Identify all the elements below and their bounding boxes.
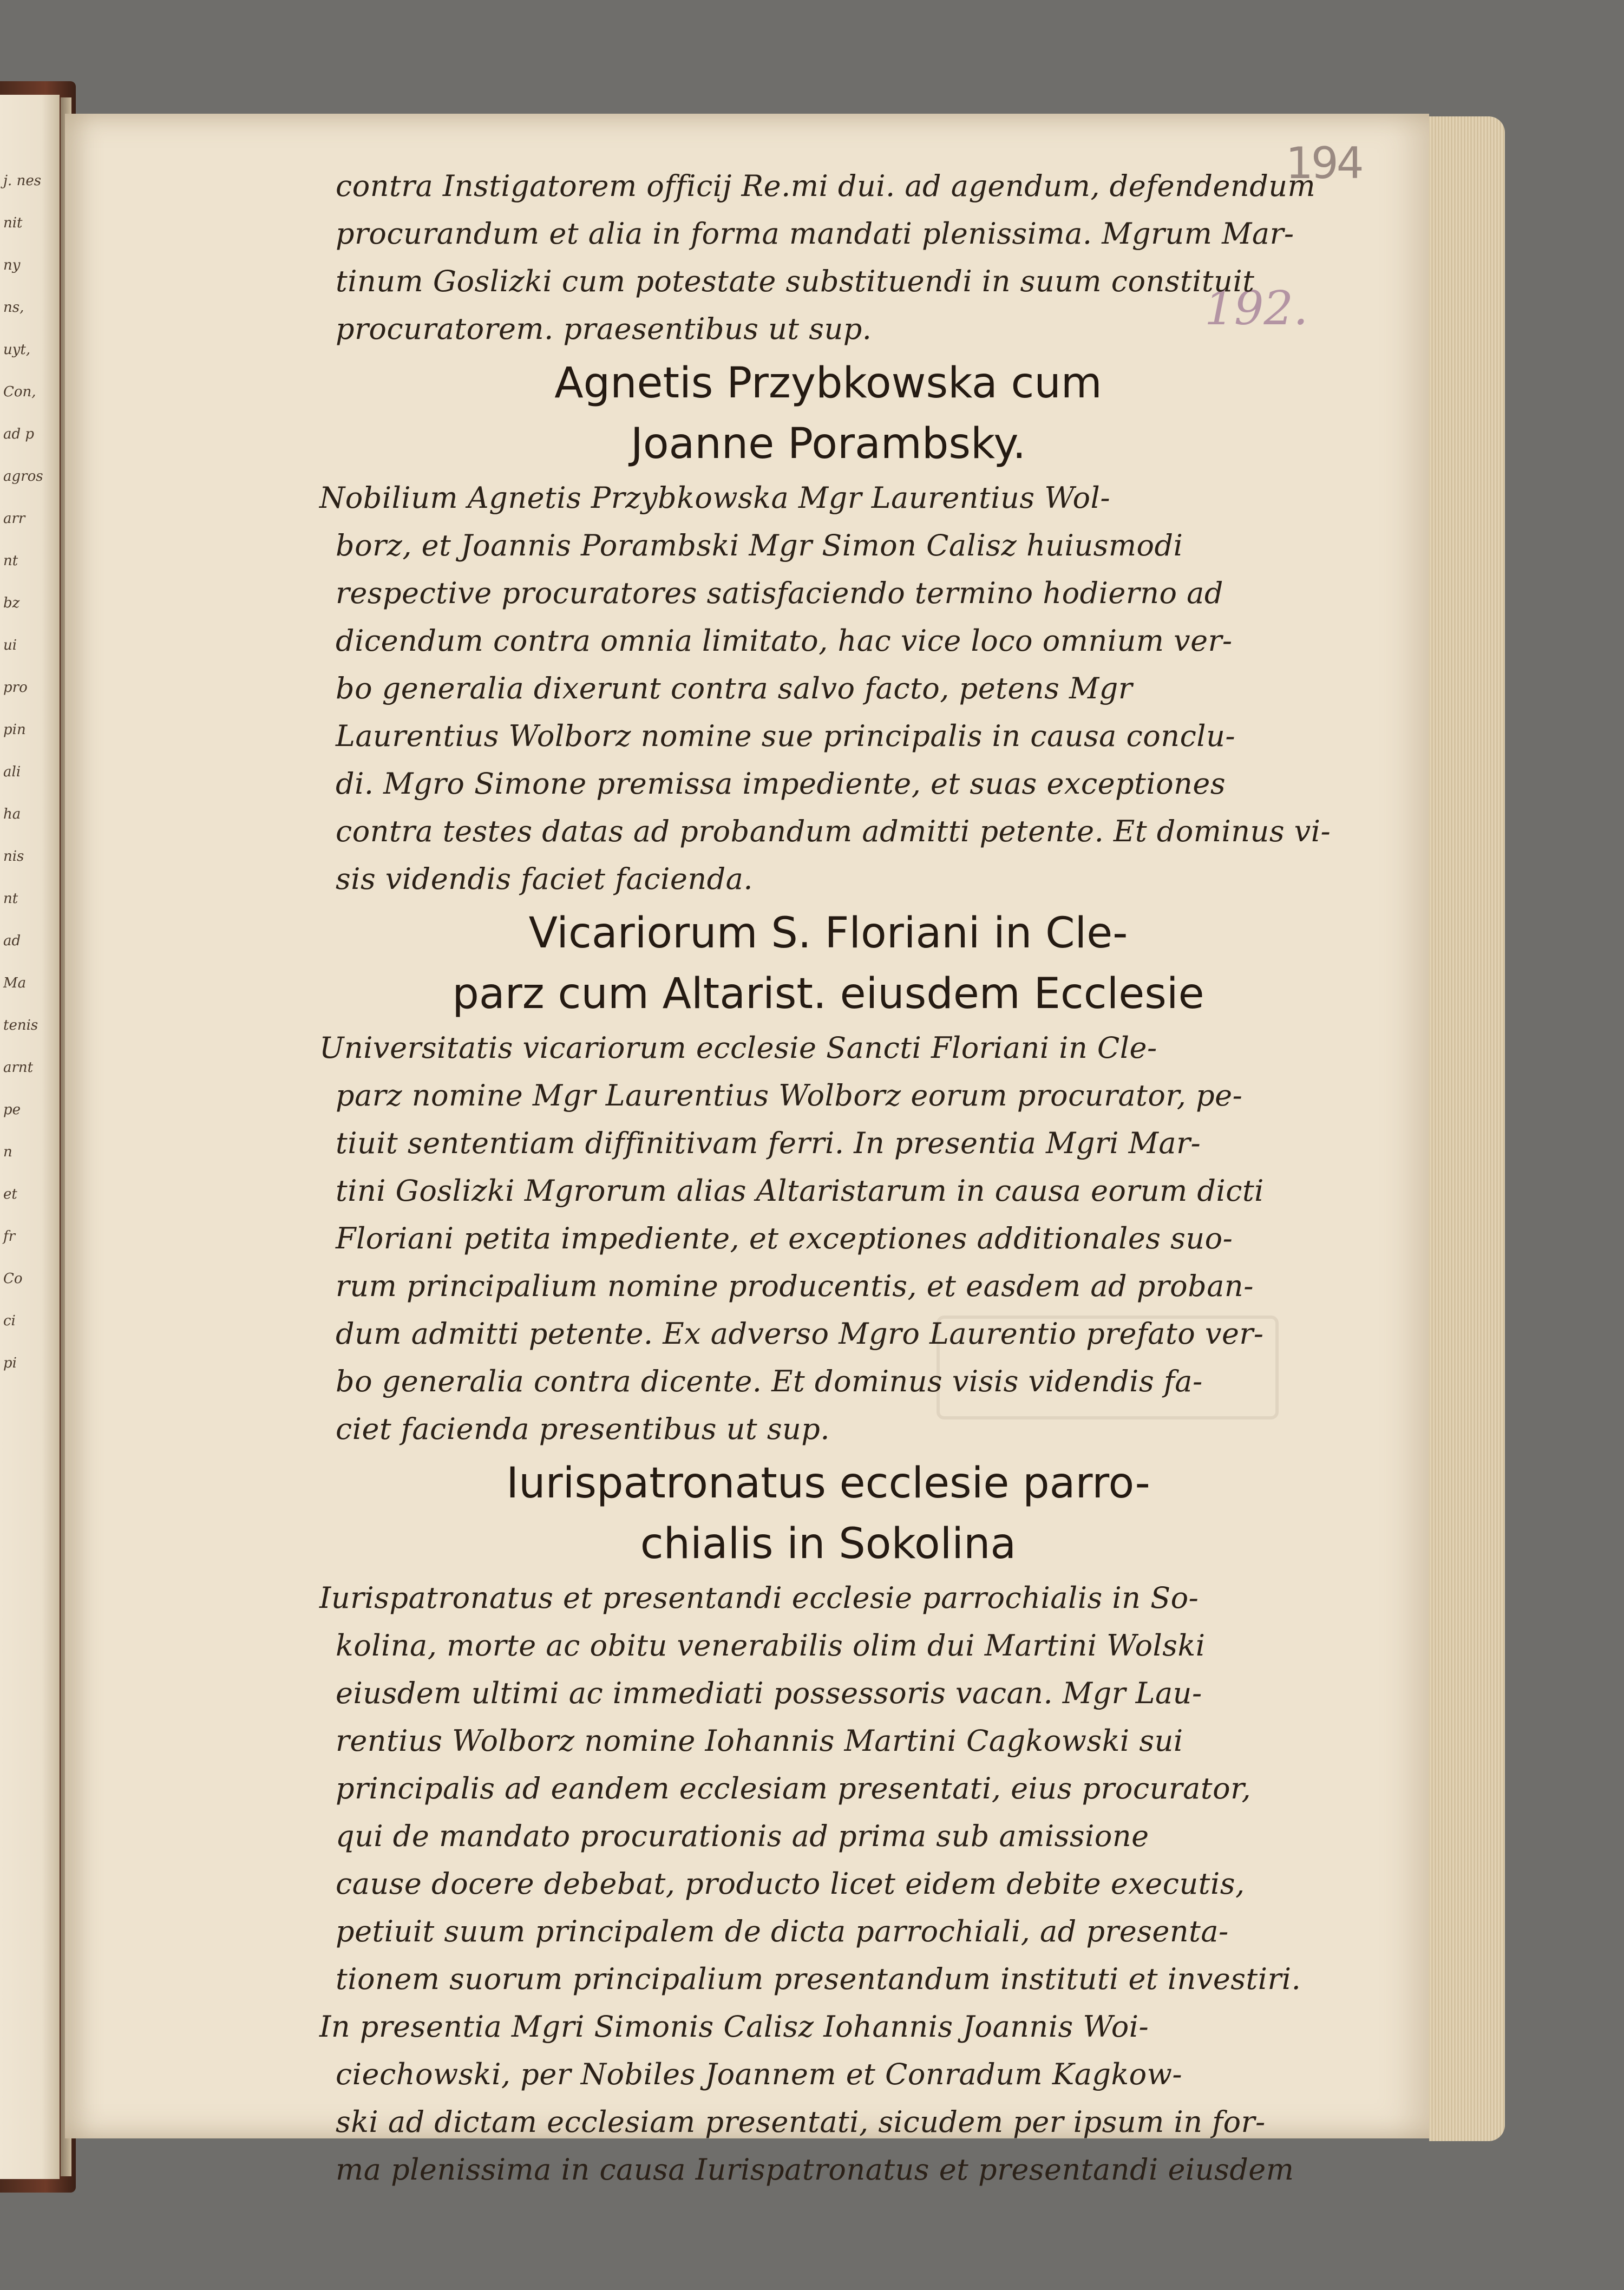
text-line: ski ad dictam ecclesiam presentati, sicudem per ipsum in for- (336, 2105, 1266, 2139)
text-line: dum admitti petente. Ex adverso Mgro Laurentio prefato ver- (336, 1317, 1264, 1351)
margin-fragment: agros (3, 468, 43, 485)
text-line: contra Instigatorem officij Re.mi dui. ad agendum, defendendum (336, 169, 1316, 203)
margin-fragment: fr (3, 1228, 16, 1245)
margin-fragment: ali (3, 764, 21, 780)
page-stack-edge (1429, 116, 1505, 2141)
margin-fragment: n (3, 1144, 12, 1160)
margin-fragment: pi (3, 1355, 17, 1371)
text-line: kolina, morte ac obitu venerabilis olim dui Martini Wolski (336, 1628, 1206, 1663)
margin-fragment: ad (3, 933, 21, 949)
text-line: tini Goslizki Mgrorum alias Altaristarum in causa eorum dicti (336, 1174, 1264, 1208)
margin-fragment: nt (3, 553, 18, 569)
margin-fragment: nit (3, 215, 23, 231)
text-line: Iurispatronatus et presentandi ecclesie parrochialis in So- (319, 1581, 1199, 1615)
text-line: ciechowski, per Nobiles Joannem et Conradum Kagkow- (336, 2057, 1183, 2091)
text-line: Universitatis vicariorum ecclesie Sancti Floriani in Cle- (319, 1031, 1157, 1065)
margin-fragment: Ma (3, 975, 27, 991)
text-line: procuratorem. praesentibus ut sup. (336, 312, 872, 346)
text-line: di. Mgro Simone premissa impediente, et suas exceptiones (336, 767, 1226, 801)
old-folio-number: 192. (1204, 282, 1308, 336)
folio-number: 194 (1286, 138, 1362, 188)
entry-heading: Joanne Porambsky. (630, 420, 1026, 468)
text-line: contra testes datas ad probandum admitti petente. Et dominus vi- (336, 814, 1331, 848)
margin-fragment: ny (3, 257, 21, 273)
margin-fragment: ui (3, 637, 17, 653)
text-line: ciet facienda presentibus ut sup. (336, 1412, 830, 1446)
margin-fragment: ad p (3, 426, 35, 442)
text-line: rum principalium nomine producentis, et easdem ad proban- (336, 1269, 1254, 1303)
margin-fragment: ha (3, 806, 21, 822)
text-line: parz nomine Mgr Laurentius Wolborz eorum procurator, pe- (336, 1078, 1243, 1113)
margin-fragment: arnt (3, 1059, 34, 1076)
manuscript-text (319, 162, 1331, 2194)
margin-fragment: pro (3, 679, 28, 696)
entry-heading: Vicariorum S. Floriani in Cle- (528, 909, 1128, 958)
text-line: cause docere debebat, producto licet eidem debite executis, (336, 1867, 1245, 1901)
margin-fragment: j. nes (3, 173, 42, 189)
text-line: petiuit suum principalem de dicta parrochiali, ad presenta- (336, 1914, 1229, 1948)
entry-heading: Agnetis Przybkowska cum (554, 359, 1102, 408)
margin-fragment: nis (3, 848, 24, 865)
text-line: Laurentius Wolborz nomine sue principalis in causa conclu- (336, 719, 1236, 753)
margin-fragment: Co (3, 1271, 23, 1287)
text-line: tiuit sententiam diffinitivam ferri. In presentia Mgri Mar- (336, 1126, 1201, 1160)
margin-fragment: uyt, (3, 342, 31, 358)
margin-fragment: pin (3, 722, 26, 738)
text-line: dicendum contra omnia limitato, hac vice loco omnium ver- (336, 624, 1233, 658)
facing-page-margin-text (3, 160, 57, 1384)
facing-page-edge (0, 95, 60, 2179)
text-line: principalis ad eandem ecclesiam presentati, eius procurator, (336, 1771, 1252, 1805)
text-line: eiusdem ultimi ac immediati possessoris vacan. Mgr Lau- (336, 1676, 1202, 1710)
text-line: bo generalia dixerunt contra salvo facto, petens Mgr (336, 671, 1133, 705)
margin-fragment: tenis (3, 1017, 38, 1033)
margin-fragment: Con, (3, 384, 36, 400)
margin-fragment: arr (3, 511, 25, 527)
margin-fragment: bz (3, 595, 20, 611)
margin-fragment: ns, (3, 299, 24, 316)
text-line: bo generalia contra dicente. Et dominus visis videndis fa- (336, 1364, 1203, 1398)
text-line: respective procuratores satisfaciendo termino hodierno ad (336, 576, 1223, 610)
margin-fragment: ci (3, 1313, 16, 1329)
text-line: In presentia Mgri Simonis Calisz Iohannis Joannis Woi- (319, 2010, 1149, 2044)
entry-heading: chialis in Sokolina (640, 1520, 1017, 1568)
text-line: rentius Wolborz nomine Iohannis Martini Cagkowski sui (336, 1724, 1183, 1758)
text-line: Floriani petita impediente, et exceptiones additionales suo- (336, 1221, 1233, 1255)
text-line: qui de mandato procurationis ad prima sub amissione (336, 1819, 1149, 1853)
entry-heading: parz cum Altarist. eiusdem Ecclesie (452, 970, 1204, 1018)
text-line: Nobilium Agnetis Przybkowska Mgr Laurentius Wol- (319, 481, 1111, 515)
text-line: procurandum et alia in forma mandati plenissima. Mgrum Mar- (336, 217, 1294, 251)
text-line: sis videndis faciet facienda. (336, 862, 754, 896)
margin-fragment: pe (3, 1102, 21, 1118)
text-line: tinum Goslizki cum potestate substituendi in suum constituit (336, 264, 1255, 298)
text-line: tionem suorum principalium presentandum instituti et investiri. (336, 1962, 1301, 1996)
margin-fragment: et (3, 1186, 17, 1202)
text-line: ma plenissima in causa Iurispatronatus et presentandi eiusdem (336, 2152, 1294, 2187)
entry-heading: Iurispatronatus ecclesie parro- (506, 1459, 1150, 1508)
margin-fragment: nt (3, 891, 18, 907)
text-line: borz, et Joannis Porambski Mgr Simon Calisz huiusmodi (336, 528, 1183, 562)
